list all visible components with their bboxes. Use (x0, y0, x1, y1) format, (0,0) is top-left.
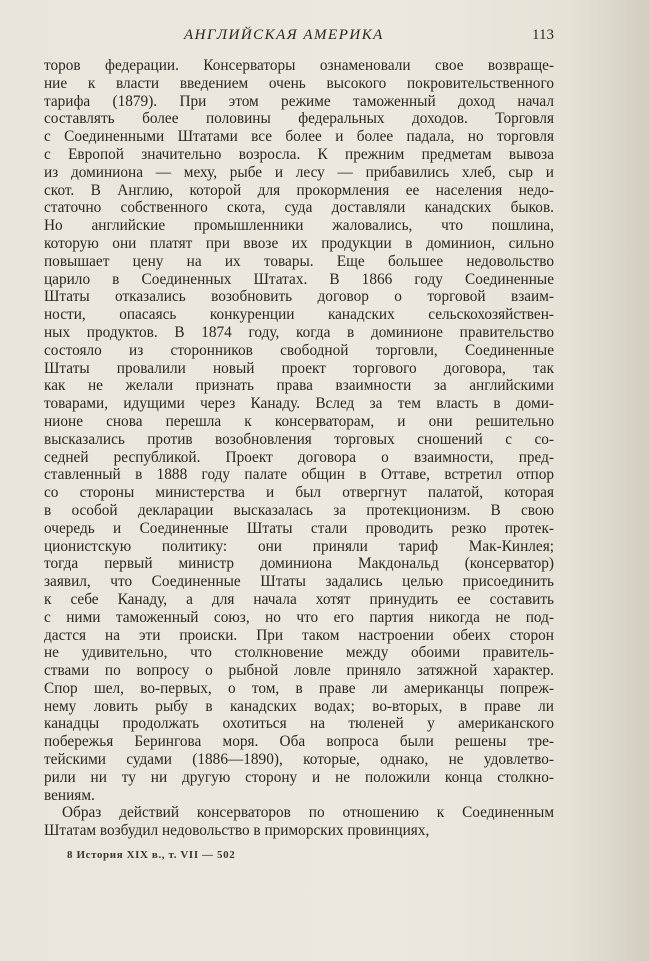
text-line: тейскими судами (1886—1890), которые, однако, не удовлетво- (44, 751, 554, 769)
text-line: Штаты провалили новый проект торгового договора, так (44, 359, 554, 377)
text-line: нионе снова перешла к консерваторам, и они решительно (44, 412, 554, 430)
text-line: канадцы продолжать охотиться на тюленей у американского (44, 715, 554, 733)
text-line: со стороны министерства и был отвергнут палатой, которая (44, 484, 554, 502)
text-line: повышает цену на их товары. Еще большее недовольство (44, 252, 554, 270)
page-number: 113 (532, 27, 554, 43)
text-line: торов федерации. Консерваторы ознаменовали свое возвраще- (44, 57, 554, 74)
text-line: седней республикой. Проект договора о взаимности, пред- (44, 448, 554, 466)
text-line: с ними таможенный союз, но что его партия никогда не под- (44, 608, 554, 626)
text-line: к себе Канаду, а для начала хотят принудить ее составить (44, 590, 554, 608)
text-line: тогда первый министр доминиона Макдональд (консерватор) (44, 555, 554, 573)
text-line: вениям. (44, 786, 95, 804)
text-line: Спор шел, во-первых, о том, в праве ли американцы попреж- (44, 679, 554, 697)
text-line: с Европой значительно возросла. К прежним предметам вывоза (44, 145, 554, 163)
text-line: Штаты отказались возобновить договор о торговой взаим- (44, 288, 554, 306)
text-line: статочно собственного скота, суда доставляли канадских быков. (44, 199, 554, 217)
text-line: дастся на эти происки. При таком настроении обеих сторон (44, 626, 554, 644)
text-line: с Соединенными Штатами все более и более падала, но торговля (44, 128, 554, 146)
text-line: побережья Берингова моря. Оба вопроса были решены тре- (44, 733, 554, 751)
text-line: скот. В Англию, которой для прокормления ее населения недо- (44, 181, 554, 199)
text-line: не удивительно, что столкновение между обоими правитель- (44, 644, 554, 662)
text-line: тарифа (1879). При этом режиме таможенный доход начал (44, 92, 554, 110)
text-line: очередь и Соединенные Штаты стали проводить резко протек- (44, 519, 554, 537)
text-line: заявил, что Соединенные Штаты задались целью присоединить (44, 573, 554, 591)
text-line: в особой декларации высказалась за протекционизм. В свою (44, 501, 554, 519)
text-line: рили ни ту ни другую сторону и не положили конца столкно- (44, 768, 554, 786)
text-line: состояло из сторонников свободной торговли, Соединенные (44, 341, 554, 359)
text-line: Штатам возбудил недовольство в приморских провинциях, (44, 822, 430, 840)
body-text (44, 57, 554, 840)
text-line: составлять более половины федеральных доходов. Торговля (44, 110, 554, 128)
text-line: которую они платят при ввозе их продукции в доминион, сильно (44, 234, 554, 252)
text-line: царило в Соединенных Штатах. В 1866 году Соединенные (44, 270, 554, 288)
text-line: нему ловить рыбу в канадских водах; во-вторых, в праве ли (44, 697, 554, 715)
text-line: как не желали признать права взаимности за английскими (44, 377, 554, 395)
page-header (44, 27, 554, 47)
text-line: товарами, идущими через Канаду. Вслед за тем власть в доми- (44, 395, 554, 413)
text-line: ствами по вопросу о рыбной ловле приняло затяжной характер. (44, 662, 554, 680)
text-line: ние к власти введением очень высокого покровительственного (44, 74, 554, 92)
text-line: ности, опасаясь конкуренции канадских сельскохозяйствен- (44, 306, 554, 324)
text-line: ционистскую политику: они приняли тариф Мак-Кинлея; (44, 537, 554, 555)
text-line: ставленный в 1888 году палате общин в Оттаве, встретил отпор (44, 466, 554, 484)
text-line: из доминиона — меху, рыбе и лесу — прибавились хлеб, сыр и (44, 163, 554, 181)
text-line: Но английские промышленники жаловались, что пошлина, (44, 217, 554, 235)
text-line: ных продуктов. В 1874 году, когда в доминионе правительство (44, 323, 554, 341)
text-line: высказались против возобновления торговых сношений с со- (44, 430, 554, 448)
printer-signature: 8 История XIX в., т. VII — 502 (67, 849, 236, 861)
running-title: АНГЛИЙСКАЯ АМЕРИКА (184, 27, 384, 43)
text-line: Образ действий консерваторов по отношению к Соединенным (62, 804, 554, 822)
